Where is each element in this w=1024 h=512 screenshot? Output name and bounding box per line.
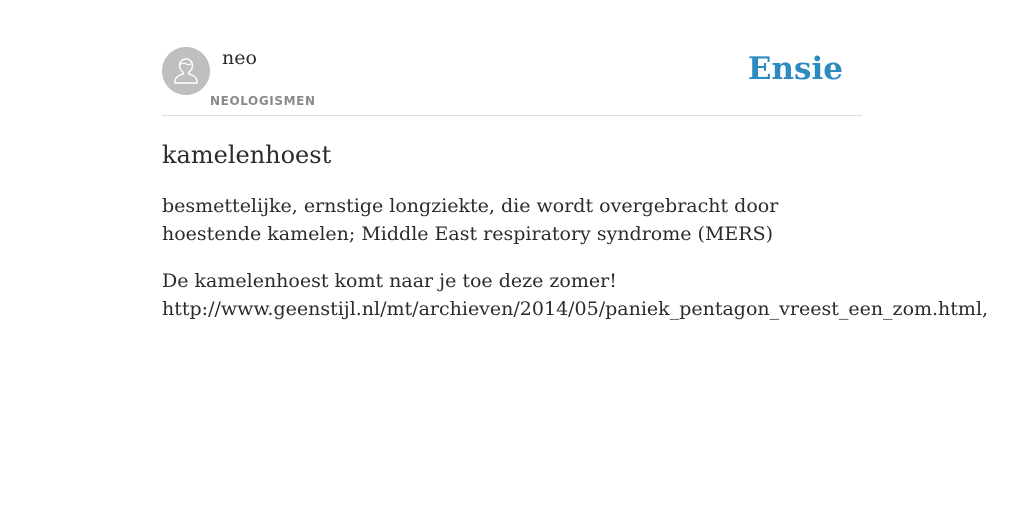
- example-source-link: http://www.geenstijl.nl/mt/archieven/2014/05/paniek_pentagon_vreest_een_zom.html,: [162, 298, 989, 320]
- entry-definition: besmettelijke, ernstige longziekte, die wordt overgebracht door hoestende kamelen; Middle East respiratory syndrome (MERS): [162, 195, 779, 245]
- entry-card: [162, 0, 989, 512]
- entry-title: kamelenhoest: [162, 141, 332, 169]
- brand-logo[interactable]: Ensie: [747, 51, 843, 87]
- entry-header: [162, 0, 862, 116]
- avatar[interactable]: [162, 47, 210, 95]
- user-icon: [162, 47, 210, 95]
- author-name[interactable]: neo: [222, 47, 257, 69]
- entry-example: [162, 267, 989, 323]
- category-label[interactable]: NEOLOGISMEN: [210, 94, 316, 108]
- example-text: De kamelenhoest komt naar je toe deze zomer!: [162, 270, 617, 292]
